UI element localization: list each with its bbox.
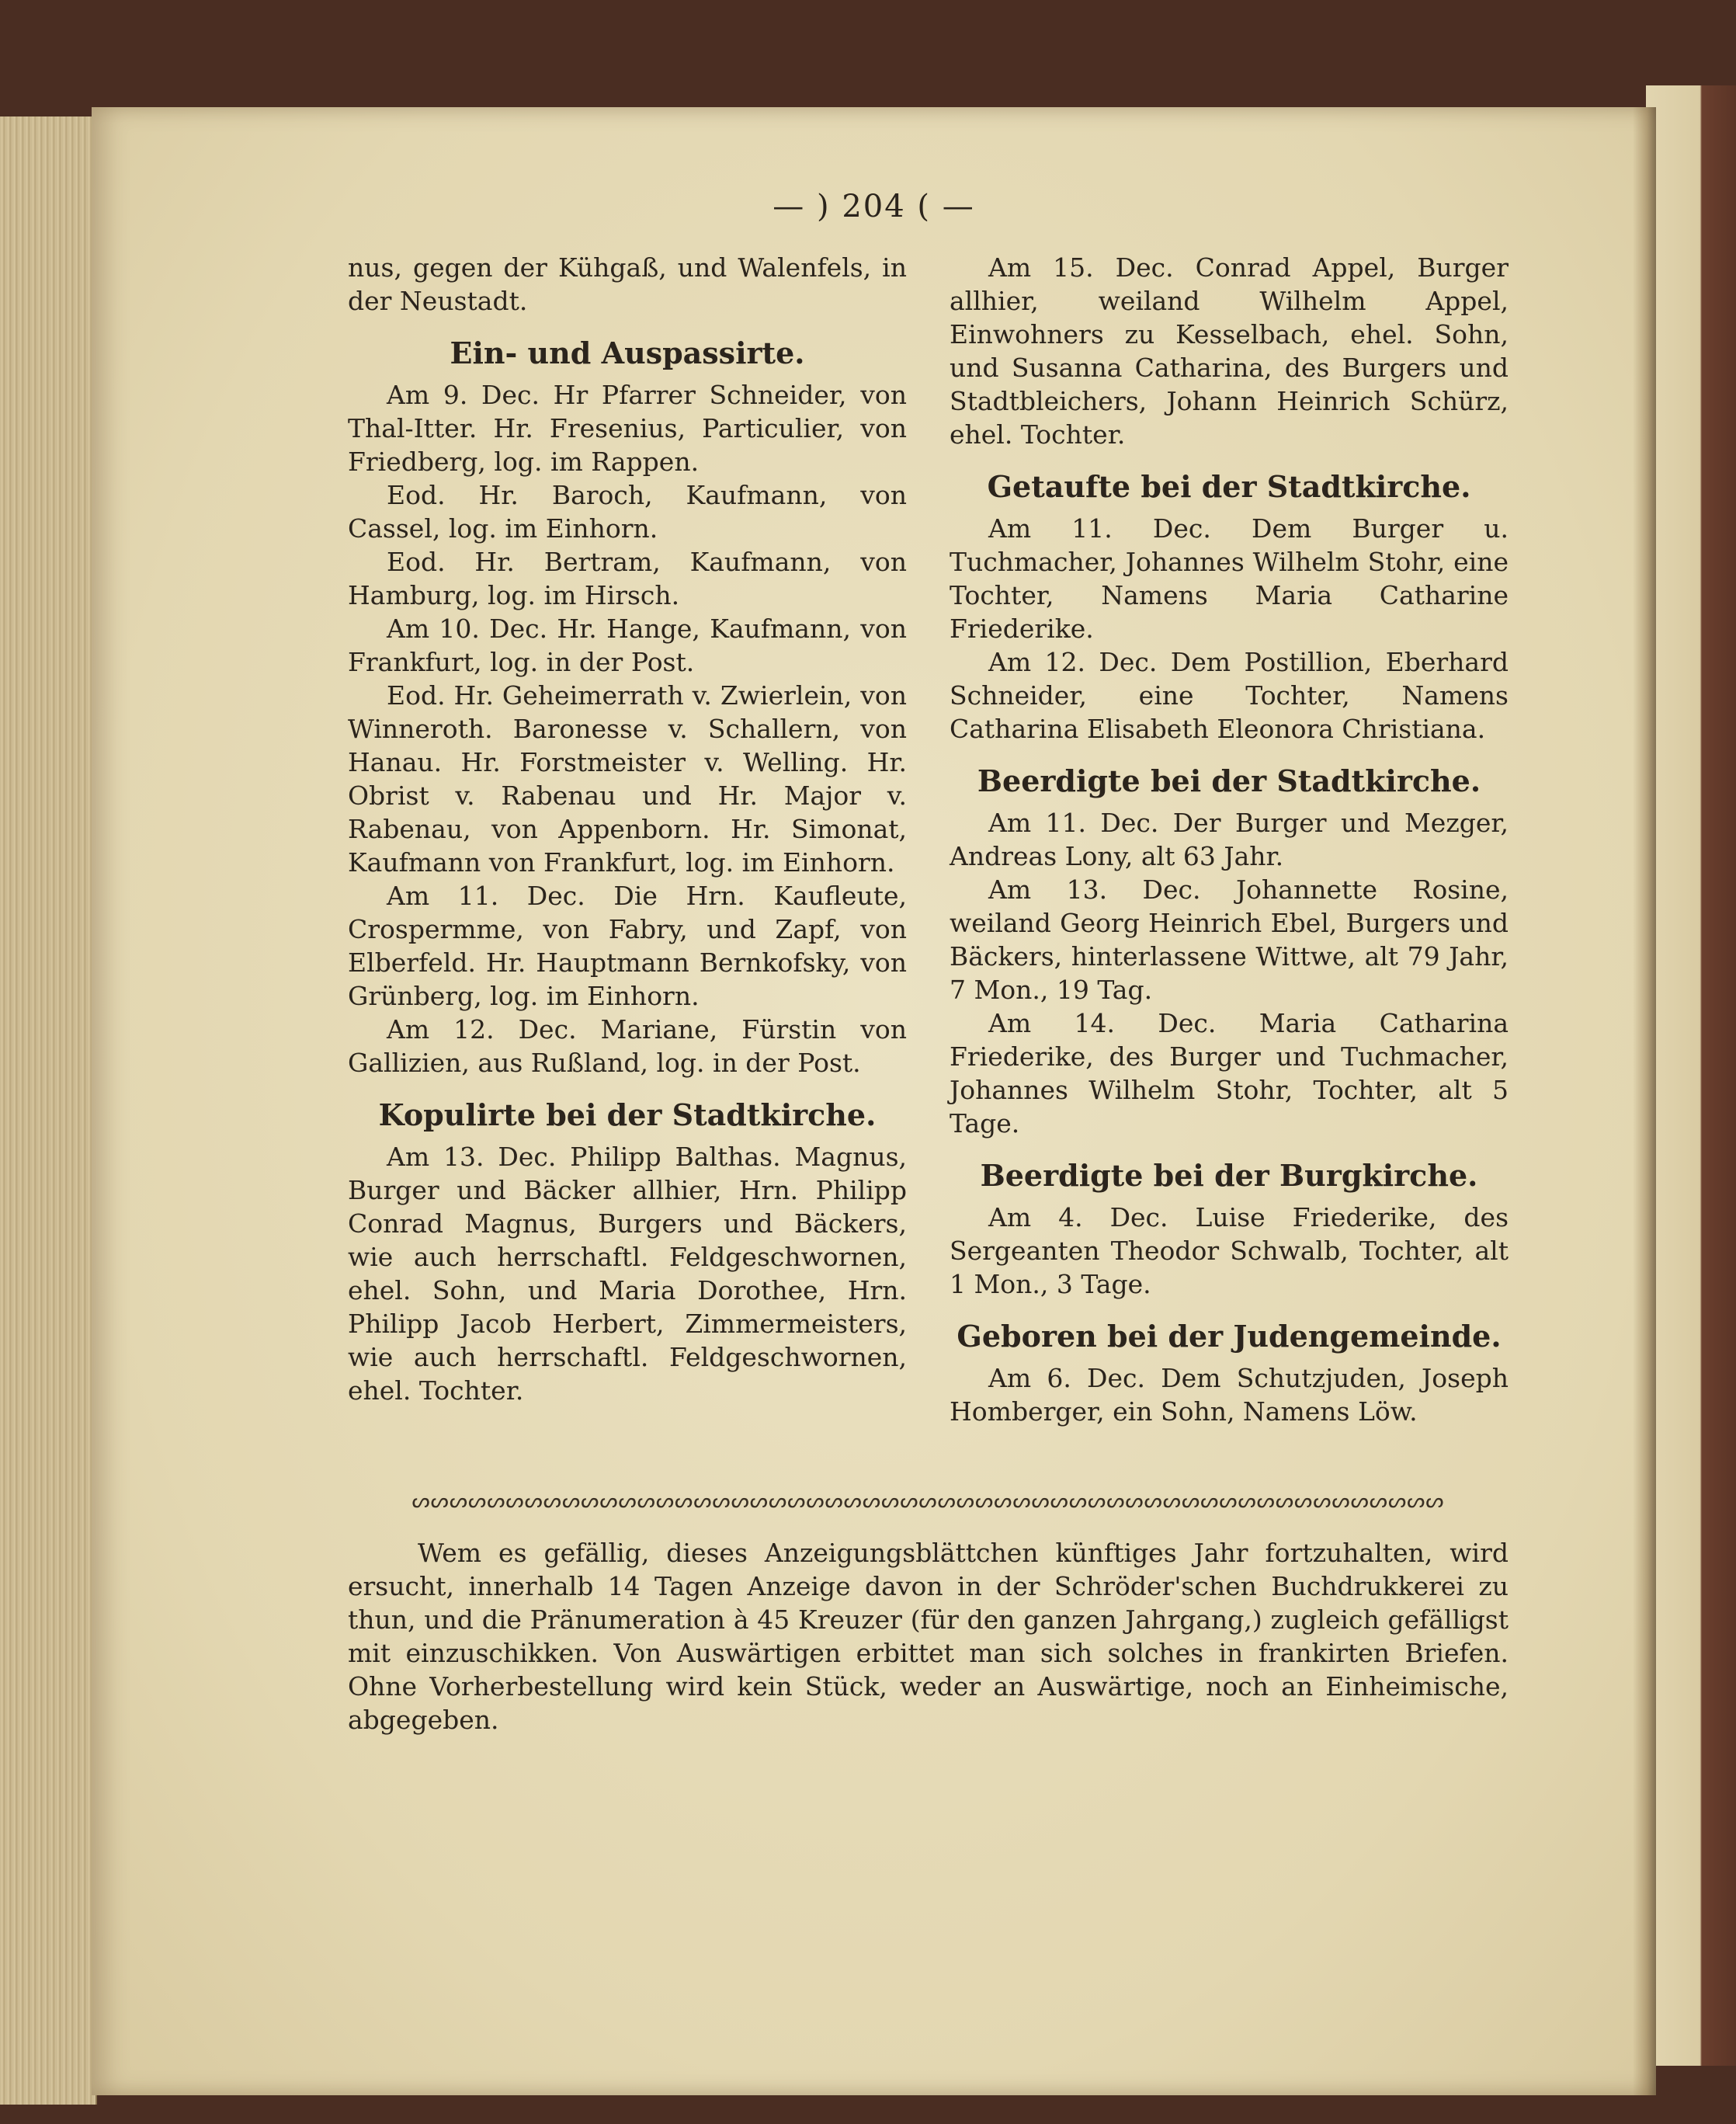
left-intro-text: nus, gegen der Kühgaß, und Walenfels, in der Neustadt. bbox=[348, 252, 907, 316]
book-cover-edge-right bbox=[1646, 85, 1736, 2066]
entry-paragraph: Am 11. Dec. Der Burger und Mezger, Andreas Lony, alt 63 Jahr. bbox=[950, 808, 1509, 871]
entry-paragraph: Am 12. Dec. Mariane, Fürstin von Gallizien, aus Rußland, log. in der Post. bbox=[348, 1014, 907, 1078]
entry-paragraph: Am 10. Dec. Hr. Hange, Kaufmann, von Frankfurt, log. in der Post. bbox=[348, 614, 907, 677]
entry-paragraph: Eod. Hr. Geheimerrath v. Zwierlein, von Winneroth. Baronesse v. Schallern, von Hanau. Hr. Forstmeister v. Welling. Hr. Obrist v. Rabenau und Hr. Major v. Rabenau, von Appenborn. Hr. Simonat, Kaufmann von Frankfurt, log. im Einhorn. bbox=[348, 680, 907, 878]
entry-paragraph: Am 9. Dec. Hr Pfarrer Schneider, von Thal-Itter. Hr. Fresenius, Particulier, von Friedberg, log. im Rappen. bbox=[348, 380, 907, 477]
section-heading-births-jewish-community: Geboren bei der Judengemeinde. bbox=[957, 1319, 1502, 1354]
entry-paragraph: Am 13. Dec. Philipp Balthas. Magnus, Burger und Bäcker allhier, Hrn. Philipp Conrad Magnus, Burgers und Bäckers, wie auch herrschaftl. Feldgeschwornen, ehel. Sohn, und Maria Dorothee, Hrn. Philipp Jacob Herbert, Zimmermeisters, wie auch herrschaftl. Feldgeschwornen, ehel. Tochter. bbox=[348, 1142, 907, 1406]
entry-paragraph: Am 4. Dec. Luise Friederike, des Sergeanten Theodor Schwalb, Tochter, alt 1 Mon., 3 Tage. bbox=[950, 1202, 1509, 1299]
entry-paragraph: Eod. Hr. Baroch, Kaufmann, von Cassel, log. im Einhorn. bbox=[348, 480, 907, 544]
section-heading-passengers: Ein- und Auspassirte. bbox=[450, 335, 805, 370]
section-heading-baptisms: Getaufte bei der Stadtkirche. bbox=[987, 469, 1471, 504]
page-number: — ) 204 ( — bbox=[773, 189, 975, 224]
subscription-notice: Wem es gefällig, dieses Anzeigungsblättchen künftiges Jahr fortzuhalten, wird ersucht, innerhalb 14 Tagen Anzeige davon in der Schröder'schen Buchdrukkerei zu thun, und die Pränumeration à 45 Kreuzer (für den ganzen Jahrgang,) zugleich gefälligst mit einzuschikken. Von Auswärtigen erbittet man sich solches in frankirten Briefen. Ohne Vorherbestellung wird kein Stück, weder an Auswärtige, noch an Einheimische, abgegeben. bbox=[348, 1538, 1509, 1735]
entry-paragraph: Am 13. Dec. Johannette Rosine, weiland Georg Heinrich Ebel, Burgers und Bäckers, hinterlassene Wittwe, alt 79 Jahr, 7 Mon., 19 Tag. bbox=[950, 874, 1509, 1005]
entry-paragraph: Am 6. Dec. Dem Schutzjuden, Joseph Homberger, ein Sohn, Namens Löw. bbox=[950, 1363, 1509, 1427]
entry-paragraph: Eod. Hr. Bertram, Kaufmann, von Hamburg, log. im Hirsch. bbox=[348, 547, 907, 610]
left-column bbox=[348, 251, 907, 1407]
right-column bbox=[950, 251, 1509, 1428]
ornamental-divider: ᔕᔕᔕᔕᔕᔕᔕᔕᔕᔕᔕᔕᔕᔕᔕᔕᔕᔕᔕᔕᔕᔕᔕᔕᔕᔕᔕᔕᔕᔕᔕᔕᔕᔕᔕᔕᔕᔕᔕᔕᔕᔕᔕᔕᔕᔕᔕᔕᔕᔕᔕᔕᔕᔕᔕ bbox=[411, 1490, 1445, 1513]
section-heading-marriages: Kopulirte bei der Stadtkirche. bbox=[378, 1097, 877, 1132]
page-gutter-shadow bbox=[1633, 107, 1656, 2095]
entry-paragraph: Am 11. Dec. Dem Burger u. Tuchmacher, Johannes Wilhelm Stohr, eine Tochter, Namens Maria Catharine Friederike. bbox=[950, 513, 1509, 644]
entry-paragraph: Am 11. Dec. Die Hrn. Kaufleute, Crospermme, von Fabry, und Zapf, von Elberfeld. Hr. Hauptmann Bernkofsky, von Grünberg, log. im Einhorn. bbox=[348, 881, 907, 1011]
entry-paragraph: Am 12. Dec. Dem Postillion, Eberhard Schneider, eine Tochter, Namens Catharina Elisabeth Eleonora Christiana. bbox=[950, 647, 1509, 744]
entry-paragraph: Am 14. Dec. Maria Catharina Friederike, des Burger und Tuchmacher, Johannes Wilhelm Stohr, Tochter, alt 5 Tage. bbox=[950, 1008, 1509, 1138]
book-page-stack-left bbox=[0, 116, 97, 2105]
book-page bbox=[92, 107, 1656, 2095]
right-intro-text: Am 15. Dec. Conrad Appel, Burger allhier, weiland Wilhelm Appel, Einwohners zu Kesselbach, ehel. Sohn, und Susanna Catharina, des Burgers und Stadtbleichers, Johann Heinrich Schürz, ehel. Tochter. bbox=[950, 252, 1509, 450]
section-heading-burials-stadtkirche: Beerdigte bei der Stadtkirche. bbox=[977, 763, 1481, 798]
section-heading-burials-burgkirche: Beerdigte bei der Burgkirche. bbox=[980, 1158, 1478, 1193]
